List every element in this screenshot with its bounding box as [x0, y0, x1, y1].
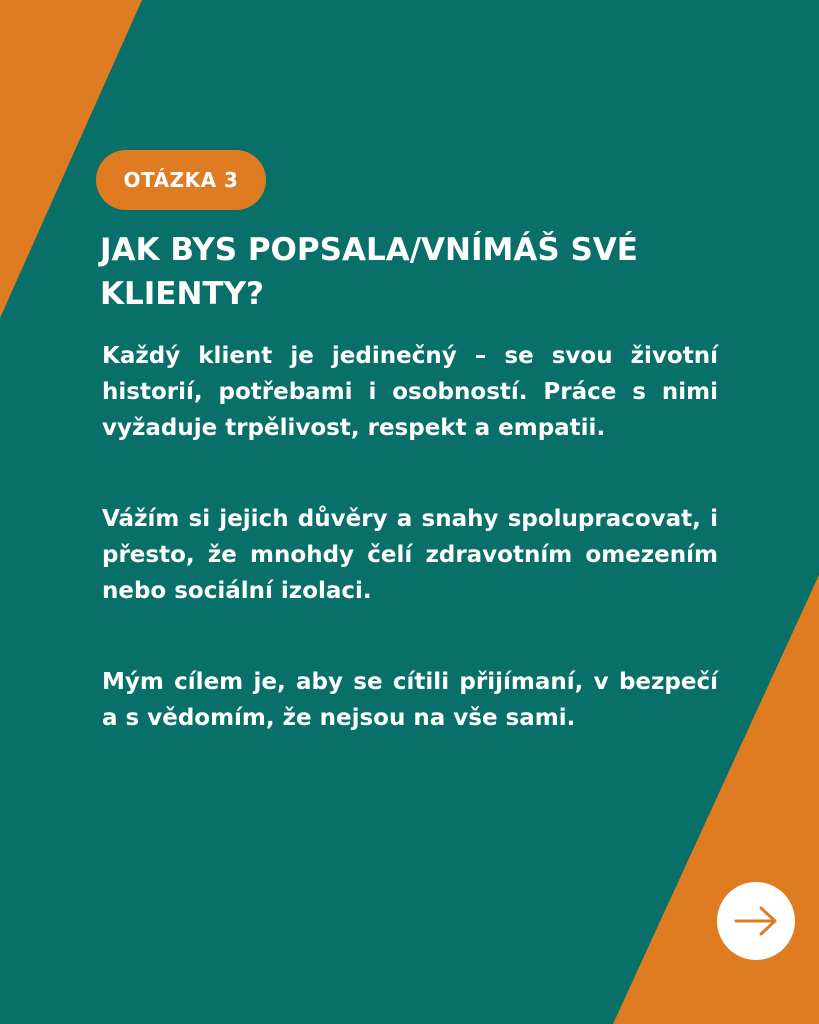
answer-paragraph-2: Vážím si jejich důvěry a snahy spolupracovat, i přesto, že mnohdy čelí zdravotním omezením nebo sociální izolaci. — [102, 506, 718, 604]
next-button[interactable] — [717, 882, 795, 960]
question-badge-label: OTÁZKA 3 — [123, 168, 239, 192]
question-badge — [96, 150, 266, 210]
arrow-right-icon — [734, 906, 778, 936]
question-title: JAK BYS POPSALA/VNÍMÁŠ SVÉ KLIENTY? — [100, 232, 638, 312]
answer-paragraph-1: Každý klient je jedinečný – se svou životní historií, potřebami i osobností. Práce s nimi vyžaduje trpělivost, respekt a empatii. — [102, 343, 718, 441]
answer-paragraph-3: Mým cílem je, aby se cítili přijímaní, v bezpečí a s vědomím, že nejsou na vše sami. — [102, 669, 718, 731]
answer-body — [102, 338, 718, 791]
